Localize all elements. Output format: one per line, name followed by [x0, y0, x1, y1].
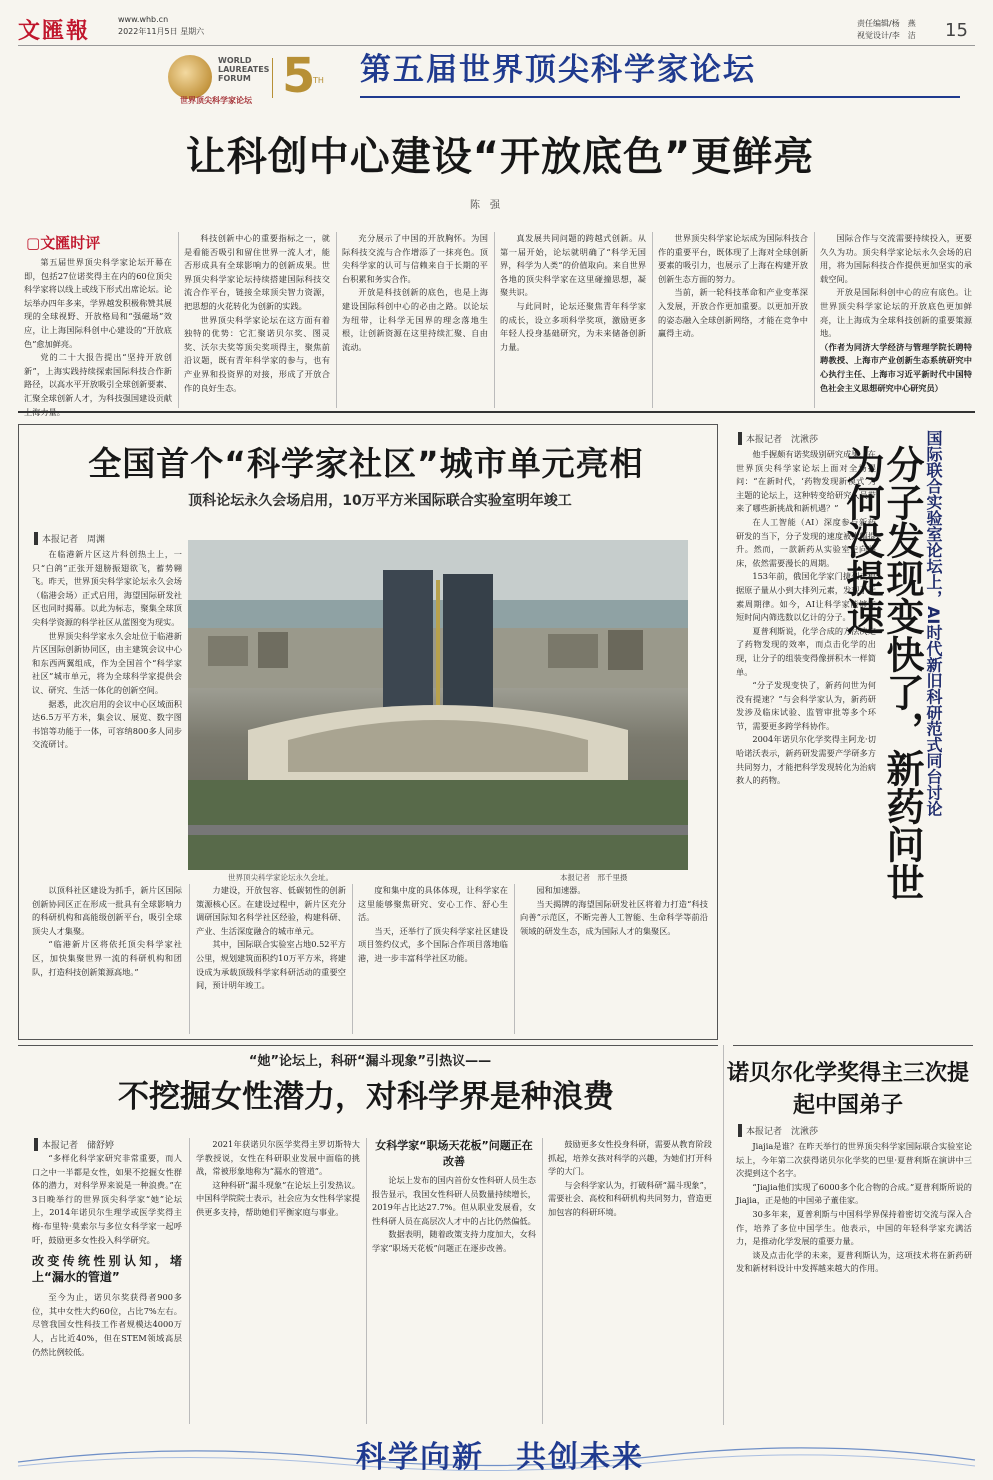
paragraph: 2004年诺贝尔化学奖得主阿龙·切哈诺沃表示，新药研发需要产学研多方共同努力，才能把科学发现转化为治病救人的药物。	[736, 734, 876, 786]
paragraph: 真发展共同问题的跨越式创新。从第一届开始，论坛就明确了“科学无国界，科学为人类”的价值取向。来自世界各地的顶尖科学家在这里碰撞思想，凝聚共识。	[500, 233, 646, 298]
header-rule	[18, 45, 975, 46]
section-rule	[733, 1045, 973, 1046]
lead-column-1	[24, 256, 172, 408]
paragraph: 世界顶尖科学家论坛在这方面有着独特的优势：它汇聚诺贝尔奖、图灵奖、沃尔夫奖等顶尖奖项得主，聚焦前沿议题，既有青年科学家的参与，也有产业界和投资界的对接，形成了开放合作的良好生态。	[184, 314, 330, 393]
paragraph: 数据表明，随着政策支持力度加大，女科学家“职场天花板”问题正在逐步改善。	[372, 1229, 536, 1253]
column-rule	[494, 232, 495, 408]
paragraph: 在临港新片区这片科创热土上，一只“白鸽”正张开翅膀振翅欲飞，蓄势翱飞。昨天，世界顶尖科学家论坛永久会场（临港会场）正式启用，海望国际研发社区也同时揭幕。以此为标志，聚集全球顶尖科学资源的科学社区从蓝图变为现实。	[32, 549, 182, 627]
paragraph: 当天揭牌的海望国际研发社区将着力打造“科技向善”示范区，不断完善人工智能、生命科学等前沿领域的研发生态，成为国际人才的集聚区。	[520, 898, 708, 936]
paragraph: 科技创新中心的重要指标之一，就是看能否吸引和留住世界一流人才，能否形成具有全球影响力的创新成果。世界顶尖科学家论坛持续搭建国际科技交流合作平台，链接全球顶尖智力资源，把思想的火花转化为创新的实践。	[184, 233, 330, 311]
story2-reporter: 本报记者 周渊	[34, 532, 105, 545]
forum-banner-title: 第五届世界顶尖科学家论坛	[360, 52, 756, 88]
footer-slogan: 科学向新 共创未来	[356, 1440, 644, 1475]
column-rule	[366, 1138, 367, 1424]
paragraph: 党的二十大报告提出“坚持开放创新”，上海实践持续探索国际科技合作新路径，以高水平开放吸引全球创新要素、汇聚全球创新人才，为科技强国建设贡献	[24, 352, 172, 403]
paragraph: 与会科学家认为，打破科研“漏斗现象”，需要社会、高校和科研机构共同努力，营造更加包容的科研环境。	[548, 1179, 712, 1217]
paragraph: 充分展示了中国的开放胸怀。为国际科技交流与合作增添了一抹亮色。顶尖科学家的认可与信赖来自于长期的平台积累和务实合作。	[342, 233, 488, 284]
venue-photo-illustration	[188, 540, 688, 870]
edition-suffix: TH	[313, 76, 324, 85]
column-rule	[352, 884, 353, 1034]
section-rule	[18, 1045, 718, 1046]
story3-column-c	[372, 1138, 536, 1424]
column-rule	[189, 884, 190, 1034]
comment-bubble-icon: ▢	[26, 234, 41, 252]
paragraph: 世界顶尖科学家论坛成为国际科技合作的重要平台，既体现了上海对全球创新要素的吸引力，也展示了上海在构建开放创新生态方面的努力。	[658, 233, 808, 284]
paragraph: “分子发现变快了，新药问世为何没有提速？”与会科学家认为，新药研发涉及临床试验、监管审批等多个环节，需要更多跨学科协作。	[736, 680, 876, 731]
paragraph: 2021年获诺贝尔医学奖得主罗切斯特大学教授说，女性在科研职业发展中面临的挑战，常被形象地称为“漏水的管道”。	[196, 1139, 360, 1177]
paragraph: 30多年来，夏普利斯与中国科学界保持着密切交流与深入合作，培养了多位中国学生。他表示，中国的年轻科学家充满活力，是推动化学发展的重要力量。	[736, 1208, 972, 1247]
paragraph: 据悉，此次启用的会议中心区域面积达6.5万平方米，集会议、展览、数字图书馆等功能于一体，可容纳800多人同步交流研讨。	[32, 698, 182, 750]
paragraph: 论坛上发布的国内首份女性科研人员生态报告显示，我国女性科研人员数量持续增长，2019年占比达27.7%。但从职业发展看，女性科研人员在高层次人才中的占比仍然偏低。	[372, 1175, 536, 1226]
issue-weekday: 星期六	[180, 27, 205, 36]
column-logo	[26, 232, 100, 253]
author-note: （作者为同济大学经济与管理学院长聘特聘教授、上海市产业创新生态系统研究中心执行主任、上海市习近平新时代中国特色社会主义思想研究中心研究员）	[820, 341, 972, 393]
paragraph: 他手握颇有诺奖级别研究成果，在世界顶尖科学家论坛上面对全场提问：“在新时代，‘药物发现新模式’为主题的论坛上，这种转变给研究人员带来了哪些新挑战和新机遇？”	[736, 449, 876, 514]
paragraph: 至今为止，诺贝尔奖获得者900多位，其中女性大约60位，占比7%左右。尽管我国女性科技工作者规模达4000万人，占比近40%，但在STEM领域高层仍然比例较低。	[32, 1292, 182, 1357]
column-rule	[178, 232, 179, 408]
banner-divider	[272, 58, 273, 98]
paragraph: 鼓励更多女性投身科研，需要从教育阶段抓起，培养女孩对科学的兴趣，为她们打开科学的大门。	[548, 1139, 712, 1177]
story4-vertical-headline: 分子发现变快了，新药问世为何没提速	[840, 445, 924, 901]
issue-meta	[118, 14, 204, 38]
lead-column-4	[500, 232, 646, 408]
venue-photo	[188, 540, 688, 870]
story3-kicker: “她”论坛上，科研“漏斗现象”引热议——	[248, 1054, 492, 1069]
edition-number: 5	[282, 48, 316, 104]
issue-date: 2022年11月5日	[118, 27, 178, 36]
paragraph: “多样化科学家研究非常重要，而人口之中一半都是女性，如果不挖掘女性群体的潜力，对科学界来说是一种浪费。”在3日晚举行的世界顶尖科学家“她”论坛上，2014年诺贝尔生理学或医学奖得主梅-布里特·莫索尔与多位女科学家一起呼吁，鼓励更多女性投入科学研究。	[32, 1153, 182, 1245]
forum-chinese-name: 世界顶尖科学家论坛	[180, 96, 252, 105]
paragraph: 以顶科社区建设为抓手，新片区国际创新协同区正在形成一批具有全球影响力的科研机构和高能级创新平台，吸引全球顶尖人才集聚。	[32, 885, 182, 936]
paragraph: 其中，国际联合实验室占地0.52平方公里，规划建筑面积约10万平方米，将建设成为承载顶级科学家科研活动的重要空间，预计明年竣工。	[196, 939, 346, 991]
story3-headline: 不挖掘女性潜力，对科学界是种浪费	[118, 1079, 614, 1115]
lead-column-2	[184, 232, 330, 408]
site-url: www.whb.cn	[118, 15, 169, 24]
forum-english-name	[218, 56, 269, 83]
column-rule	[336, 232, 337, 408]
paragraph: 与此同时，论坛还聚焦青年科学家的成长，设立多项科学奖项，激励更多年轻人投身基础研究，为未来储备创新力量。	[500, 300, 646, 352]
column-rule	[723, 1045, 724, 1425]
paragraph: 谈及点击化学的未来，夏普利斯认为，这项技术将在新药研发和新材料设计中发挥越来越大的作用。	[736, 1249, 972, 1274]
paragraph: 世界顶尖科学家永久会址位于临港新片区国际创新协同区，由主建筑会议中心和东西两翼组成，作为全国首个“科学家社区”城市单元，将为全球科学家提供会议、研究、生活一体化的创新空间。	[32, 630, 182, 695]
column-rule	[189, 1138, 190, 1424]
column-rule	[652, 232, 653, 408]
column-rule	[814, 232, 815, 408]
story3-subhead: 改变传统性别认知，堵上“漏水的管道”	[32, 1254, 182, 1285]
lead-column-6	[820, 232, 972, 408]
lead-column-3	[342, 232, 488, 408]
story2-headline: 全国首个“科学家社区”城市单元亮相	[88, 444, 644, 483]
paragraph: 度和集中度的具体体现，让科学家在这里能够聚焦研究、安心工作、舒心生活。	[358, 885, 508, 923]
story3-reporter: 本报记者 储舒婷	[34, 1138, 114, 1151]
paragraph: 当天，还举行了顶尖科学家社区建设项目签约仪式，多个国际合作项目落地临港，进一步丰富科学社区功能。	[358, 925, 508, 963]
forum-en-word: FORUM	[218, 74, 251, 83]
paragraph: 开放是科技创新的底色，也是上海建设国际科创中心的必由之路。以论坛为纽带，让科学无国界的理念落地生根，让创新资源在这里持续汇聚、自由流动。	[342, 287, 488, 352]
masthead: 文匯報	[18, 19, 91, 44]
paragraph: 开放是国际科创中心的应有底色。让世界顶尖科学家论坛的开放底色更加鲜亮，让上海成为全球科技创新的重要策源地。	[820, 287, 972, 339]
paragraph: 153年前，俄国化学家门捷列夫根据原子量从小到大排列元素，发现了元素周期律。如今，AI让科学家能够在短时间内筛选数以亿计的分子。	[736, 571, 876, 623]
editor-line: 责任编辑/杨 燕	[857, 19, 916, 28]
lead-byline: 陈 强	[470, 200, 500, 211]
story5-reporter: 本报记者 沈湫莎	[738, 1124, 818, 1137]
designer-line: 视觉设计/李 洁	[857, 31, 916, 40]
story5-headline: 诺贝尔化学奖得主三次提起中国弟子	[726, 1061, 969, 1118]
story3-column-a	[32, 1152, 182, 1422]
story3-column-b	[196, 1138, 360, 1424]
banner-underline	[360, 96, 960, 98]
story5-column	[736, 1140, 972, 1426]
story2-subhead: 顶科论坛永久会场启用，10万平方米国际联合实验室明年竣工	[188, 493, 572, 509]
paragraph: 第五届世界顶尖科学家论坛开幕在即，包括27位诺奖得主在内的60位顶尖科学家将以线上或线下形式出席论坛。论坛举办四年多来，学界越发积极称赞其展现的全球视野、开放格局和“强磁场”效应，让上海国际科创中心建设的“开放底色”愈加鲜亮。	[24, 257, 172, 349]
paragraph: 夏普利斯说，化学合成的方法决定了药物发现的效率，而点击化学的出现，让分子的组装变得像拼积木一样简单。	[736, 625, 876, 677]
page-number: 15	[945, 20, 968, 41]
paragraph: 园和加速器。	[536, 885, 586, 895]
paragraph: 国际合作与交流需要持续投入，更要久久为功。顶尖科学家论坛永久会场的启用，将为国际科技合作提供更加坚实的承载空间。	[820, 233, 972, 284]
forum-en-word: WORLD	[218, 56, 252, 65]
forum-globe-logo	[168, 55, 212, 99]
paragraph: “临港新片区将依托顶尖科学家社区，加快集聚世界一流的科研机构和团队，打造科技创新策源高地。”	[32, 939, 182, 977]
paragraph: Jiajia是谁？在昨天举行的世界顶尖科学家国际联合实验室论坛上，今年第二次获得诺贝尔化学奖的巴里·夏普利斯在演讲中三次提到这个名字。	[736, 1141, 972, 1179]
column-logo-text: 文匯时评	[40, 234, 101, 252]
paragraph: 力建设，开放包容、低碳韧性的创新策源核心区。在建设过程中，新片区充分调研国际知名科学社区经验，构建科研、产业、生活深度融合的城市单元。	[196, 885, 346, 936]
story2-column-a	[32, 548, 182, 878]
story2-column-d	[358, 884, 508, 1034]
story4-vertical-kicker: 国际联合实验室论坛上，AI时代新旧科研范式同台讨论	[924, 430, 943, 817]
editor-credits	[857, 18, 916, 42]
photo-credit: 本报记者 邢千里摄	[560, 873, 628, 882]
lead-headline: 让科创中心建设“开放底色”更鲜亮	[185, 134, 815, 180]
lead-column-5	[658, 232, 808, 408]
column-rule	[514, 884, 515, 1034]
paragraph: 这种科研“漏斗现象”在论坛上引发热议。中国科学院院士表示，社会应为女性科学家提供更多支持，帮助她们平衡家庭与事业。	[196, 1179, 360, 1217]
column-rule	[542, 1138, 543, 1424]
story3-inner-heading: 女科学家“职场天花板”问题正在改善	[375, 1139, 533, 1168]
story2-column-b	[32, 884, 182, 1034]
story4-reporter: 本报记者 沈湫莎	[738, 432, 818, 445]
paragraph: 在人工智能（AI）深度参与新药研发的当下，分子发现的速度被大幅提升。然而，一款新药从实验室走向临床，依然需要漫长的周期。	[736, 516, 876, 568]
forum-en-word: LAUREATES	[218, 65, 270, 74]
story2-column-e	[520, 884, 708, 1034]
story2-column-c	[196, 884, 346, 1034]
paragraph: “Jiajia他们实现了6000多个化合物的合成。”夏普利斯所说的Jiajia，正是他的中国弟子董佳家。	[736, 1181, 972, 1206]
photo-caption: 世界顶尖科学家论坛永久会址。	[228, 873, 333, 882]
story3-column-d	[548, 1138, 712, 1424]
paragraph: 当前，新一轮科技革命和产业变革深入发展，开放合作更加重要。以更加开放的姿态融入全球创新网络，才能在竞争中赢得主动。	[658, 287, 808, 339]
section-rule	[18, 411, 975, 413]
